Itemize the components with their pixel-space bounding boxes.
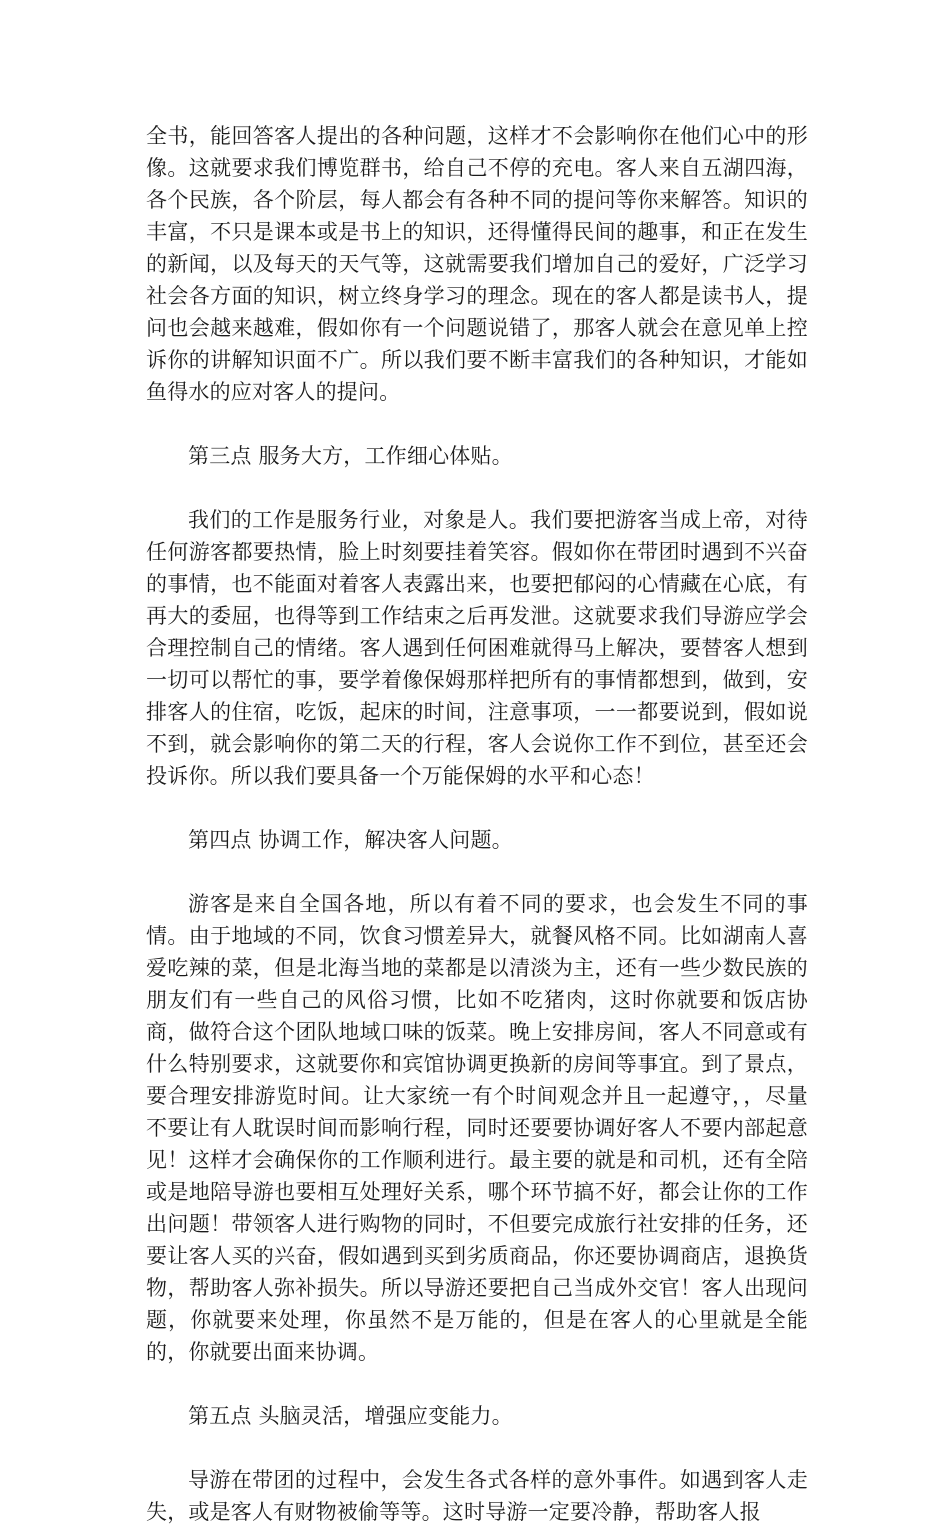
paragraph-coordination: 游客是来自全国各地，所以有着不同的要求，也会发生不同的事情。由于地域的不同，饮食习惯差异大，就餐风格不同。比如湖南人喜爱吃辣的菜，但是北海当地的菜都是以清淡为主，还有一些少数民族的朋友们有一些自己的风俗习惯，比如不吃猪肉，这时你就要和饭店协商，做符合这个团队地域口味的饭菜。晚上安排房间，客人不同意或有什么特别要求，这就要你和宾馆协调更换新的房间等事宜。到了景点，要合理安排游览时间。让大家统一有个时间观念并且一起遵守，，尽量不要让有人耽误时间而影响行程，同时还要要协调好客人不要内部起意见！这样才会确保你的工作顺利进行。最主要的就是和司机，还有全陪或是地陪导游也要相互处理好关系，哪个环节搞不好，都会让你的工作出问题！带领客人进行购物的同时，不但要完成旅行社安排的任务，还要让客人买的兴奋，假如遇到买到劣质商品，你还要协调商店，退换货物，帮助客人弥补损失。所以导游还要把自己当成外交官！客人出现问题，你就要来处理，你虽然不是万能的，但是在客人的心里就是全能的，你就要出面来协调。 [146, 892, 808, 1364]
document-page [146, 120, 808, 1528]
paragraph-gap [146, 856, 808, 888]
paragraph-gap [146, 792, 808, 824]
paragraph-emergency-handling: 导游在带团的过程中，会发生各式各样的意外事件。如遇到客人走失，或是客人有财物被偷等等。这时导游一定要冷静，帮助客人报 [146, 1468, 808, 1524]
paragraph-gap [146, 408, 808, 440]
paragraph-gap [146, 1432, 808, 1464]
section-heading-point-five: 第五点 头脑灵活，增强应变能力。 [188, 1404, 513, 1428]
paragraph-gap [146, 1368, 808, 1400]
paragraph-service-attitude: 我们的工作是服务行业，对象是人。我们要把游客当成上帝，对待任何游客都要热情，脸上时刻要挂着笑容。假如你在带团时遇到不兴奋的事情，也不能面对着客人表露出来，也要把郁闷的心情藏在心底，有再大的委屈，也得等到工作结束之后再发泄。这就要求我们导游应学会合理控制自己的情绪。客人遇到任何困难就得马上解决，要替客人想到一切可以帮忙的事，要学着像保姆那样把所有的事情都想到，做到，安排客人的住宿，吃饭，起床的时间，注意事项，一一都要说到，假如说不到，就会影响你的第二天的行程，客人会说你工作不到位，甚至还会投诉你。所以我们要具备一个万能保姆的水平和心态！ [146, 508, 808, 788]
paragraph-knowledge-continued: 全书，能回答客人提出的各种问题，这样才不会影响你在他们心中的形像。这就要求我们博览群书，给自己不停的充电。客人来自五湖四海，各个民族，各个阶层，每人都会有各种不同的提问等你来解答。知识的丰富，不只是课本或是书上的知识，还得懂得民间的趣事，和正在发生的新闻，以及每天的天气等，这就需要我们增加自己的爱好，广泛学习社会各方面的知识，树立终身学习的理念。现在的客人都是读书人，提问也会越来越难，假如你有一个问题说错了，那客人就会在意见单上控诉你的讲解知识面不广。所以我们要不断丰富我们的各种知识，才能如鱼得水的应对客人的提问。 [146, 124, 808, 404]
section-heading-point-four: 第四点 协调工作，解决客人问题。 [188, 828, 513, 852]
section-heading-point-three: 第三点 服务大方，工作细心体贴。 [188, 444, 513, 468]
paragraph-gap [146, 472, 808, 504]
